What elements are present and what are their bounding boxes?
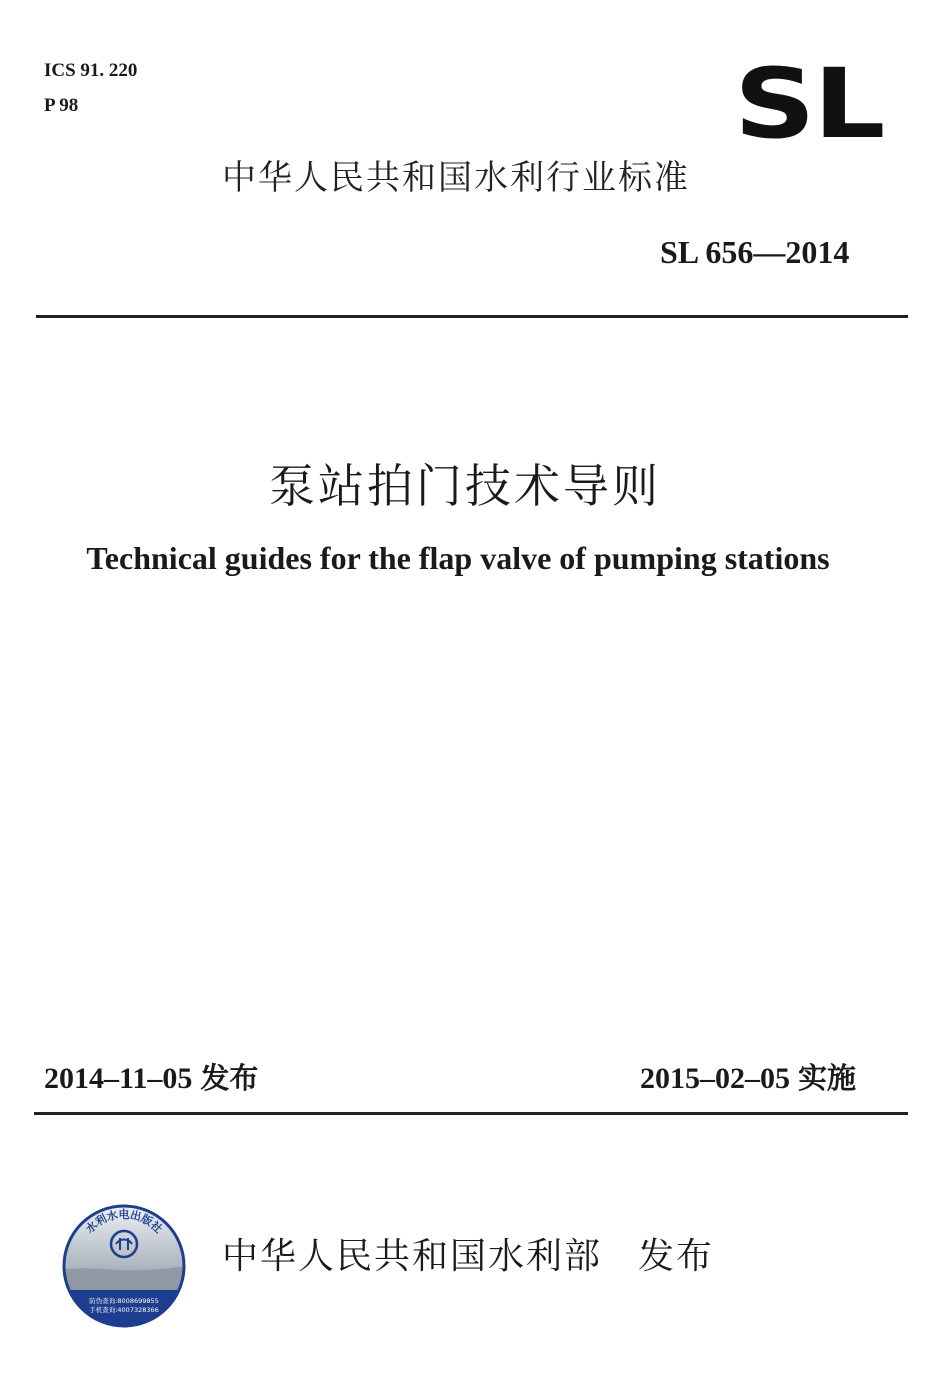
seal-phone-2: 手机查询:4007328366: [89, 1306, 159, 1314]
document-title-chinese: 泵站拍门技术导则: [269, 459, 661, 513]
seal-arc-text: 水利水电出版社: [83, 1208, 165, 1236]
anti-counterfeit-seal: [62, 1204, 186, 1328]
effective-date: [640, 1056, 856, 1097]
ics-code: ICS 91. 220: [44, 60, 138, 81]
bottom-divider: [34, 1112, 908, 1115]
document-title-english: Technical guides for the flap valve of pumping stations: [86, 540, 830, 576]
top-divider: [36, 315, 908, 318]
standard-number: SL 656—2014: [660, 234, 850, 270]
issue-date-label: 发布: [200, 1061, 259, 1095]
publisher-line: [222, 1228, 714, 1279]
issue-date-value: 2014–11–05: [44, 1062, 193, 1095]
effective-date-label: 实施: [798, 1061, 857, 1095]
industry-standard-heading: 中华人民共和国水利行业标准: [222, 158, 690, 198]
publish-label: 发布: [638, 1236, 715, 1277]
issue-date: [44, 1056, 258, 1097]
classification-code: P 98: [44, 95, 79, 116]
effective-date-value: 2015–02–05: [640, 1062, 790, 1095]
publisher-name: 中华人民共和国水利部: [222, 1236, 603, 1277]
seal-phone-1: 防伪查询:8008699855: [89, 1297, 159, 1305]
sl-logo: SL: [734, 48, 884, 160]
